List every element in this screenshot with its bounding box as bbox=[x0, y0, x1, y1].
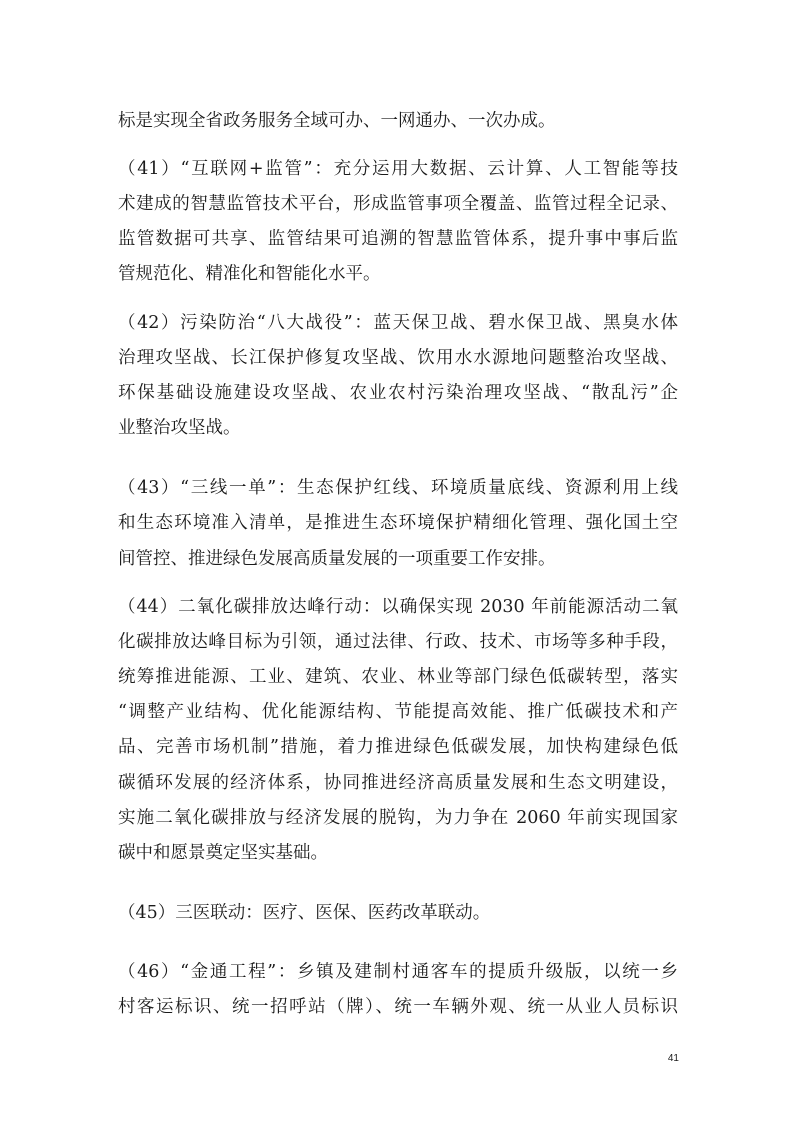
text-line: （45）三医联动：医疗、医保、医药改革联动。 bbox=[118, 903, 491, 923]
page-number: 41 bbox=[667, 1053, 679, 1064]
text-line: 监管数据可共享、监管结果可追溯的智慧监管体系，提升事中事后监 bbox=[118, 229, 678, 249]
text-line: 间管控、推进绿色发展高质量发展的一项重要工作安排。 bbox=[118, 549, 556, 569]
text-line: 实施二氧化碳排放与经济发展的脱钩，为力争在 2060 年前实现国家 bbox=[118, 808, 678, 828]
text-line: 碳中和愿景奠定坚实基础。 bbox=[118, 843, 328, 863]
text-line: 碳循环发展的经济体系，协同推进经济高质量发展和生态文明建设， bbox=[118, 773, 678, 793]
text-line: （41）“互联网+监管”：充分运用大数据、云计算、人工智能等技 bbox=[118, 159, 678, 179]
text-line: 环保基础设施建设攻坚战、农业农村污染治理攻坚战、“散乱污”企 bbox=[118, 383, 678, 403]
text-line: 统筹推进能源、工业、建筑、农业、林业等部门绿色低碳转型，落实 bbox=[118, 667, 678, 687]
text-line: 术建成的智慧监管技术平台，形成监管事项全覆盖、监管过程全记录、 bbox=[118, 194, 678, 214]
text-line: 标是实现全省政务服务全域可办、一网通办、一次办成。 bbox=[118, 111, 556, 131]
text-line: 村客运标识、统一招呼站（牌）、统一车辆外观、统一从业人员标识 bbox=[118, 997, 678, 1017]
text-line: “调整产业结构、优化能源结构、节能提高效能、推广低碳技术和产 bbox=[118, 702, 678, 722]
text-line: 和生态环境准入清单，是推进生态环境保护精细化管理、强化国土空 bbox=[118, 513, 678, 533]
text-line: （46）“金通工程”：乡镇及建制村通客车的提质升级版，以统一乡 bbox=[118, 962, 678, 982]
text-line: （44）二氧化碳排放达峰行动：以确保实现 2030 年前能源活动二氧 bbox=[118, 597, 678, 617]
text-line: 治理攻坚战、长江保护修复攻坚战、饮用水水源地问题整治攻坚战、 bbox=[118, 348, 678, 368]
text-line: 品、完善市场机制”措施，着力推进绿色低碳发展，加快构建绿色低 bbox=[118, 737, 678, 757]
text-line: 化碳排放达峰目标为引领，通过法律、行政、技术、市场等多种手段， bbox=[118, 632, 678, 652]
text-line: （42）污染防治“八大战役”：蓝天保卫战、碧水保卫战、黑臭水体 bbox=[118, 313, 678, 333]
text-line: 管规范化、精准化和智能化水平。 bbox=[118, 264, 381, 284]
text-line: （43）“三线一单”：生态保护红线、环境质量底线、资源利用上线 bbox=[118, 478, 678, 498]
text-line: 业整治攻坚战。 bbox=[118, 418, 241, 438]
